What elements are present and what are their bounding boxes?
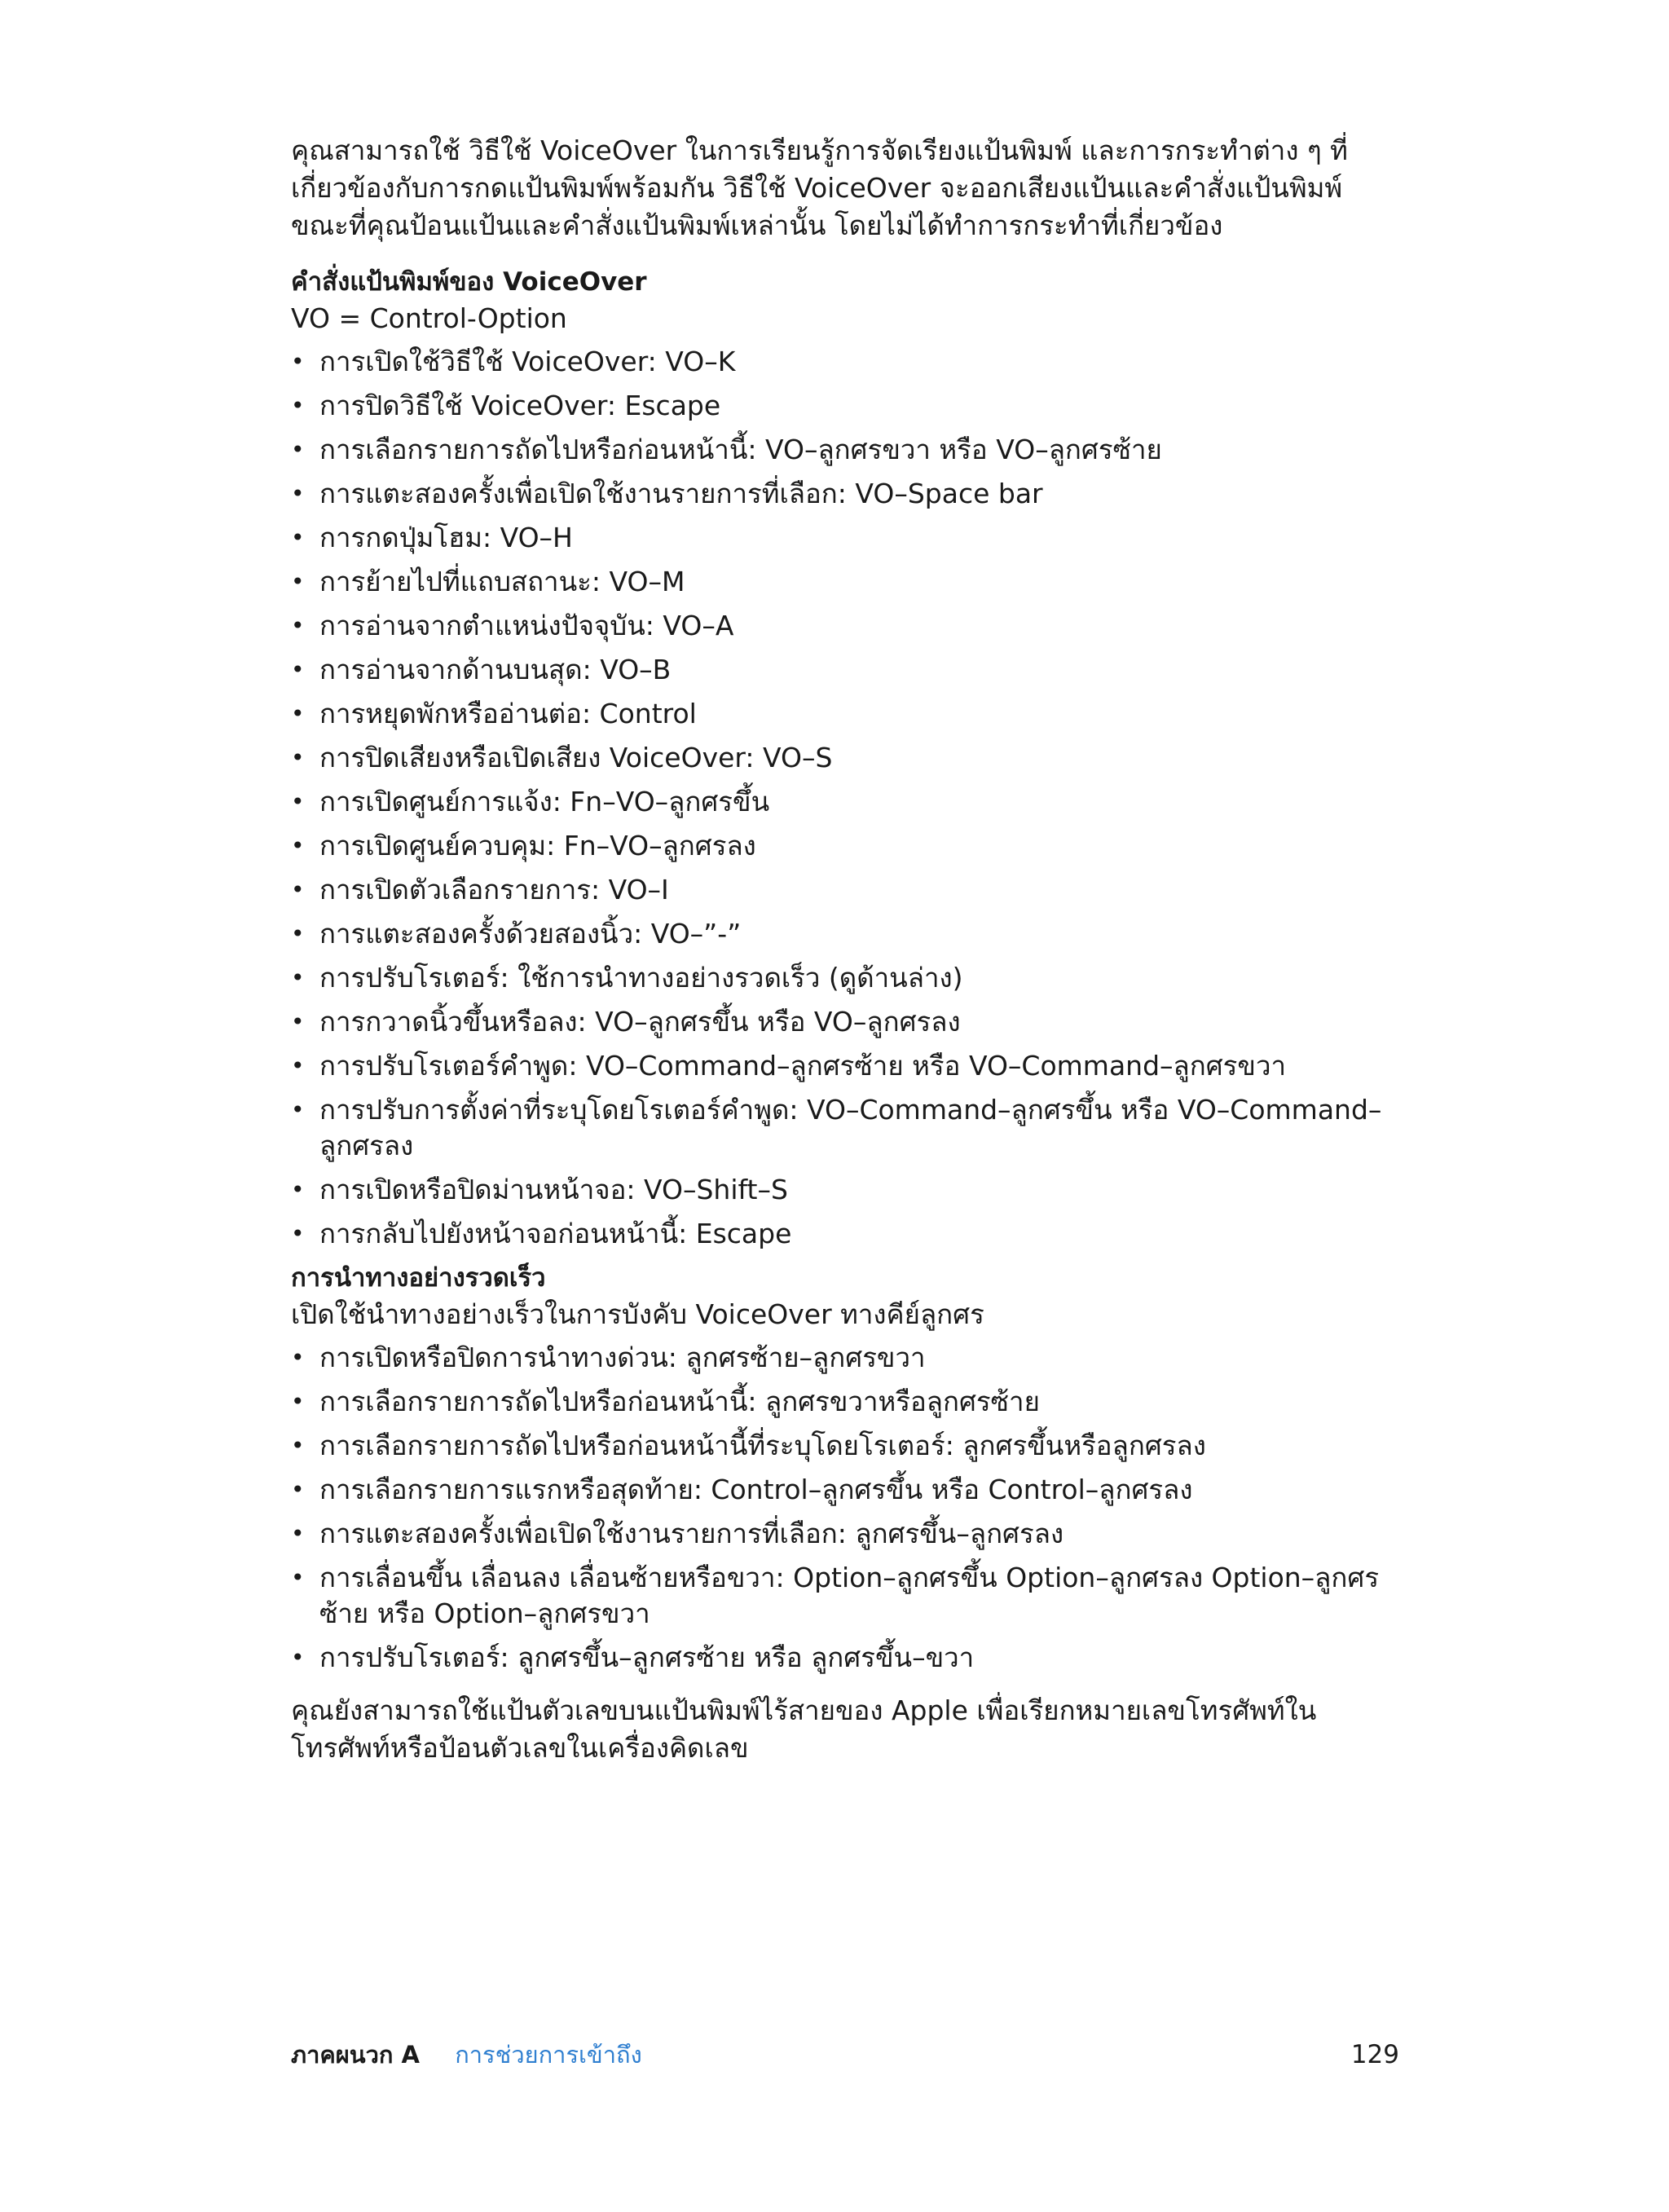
bullet-icon: •: [291, 832, 305, 859]
list-item: [291, 872, 1399, 908]
list-item-text: การปิดวิธีใช้ VoiceOver: Escape: [319, 390, 721, 421]
list-item: [291, 916, 1399, 952]
quick-nav-command-list: [291, 1340, 1399, 1676]
list-item: [291, 1560, 1399, 1632]
list-item-text: การปรับโรเตอร์: ลูกศรขึ้น–ลูกศรซ้าย หรือ ลูกศรขึ้น–ขวา: [319, 1641, 975, 1673]
list-item: [291, 1516, 1399, 1552]
list-item: [291, 1384, 1399, 1420]
bullet-icon: •: [291, 392, 305, 419]
bullet-icon: •: [291, 700, 305, 727]
footer-chapter-link[interactable]: การช่วยการเข้าถึง: [455, 2041, 642, 2069]
bullet-icon: •: [291, 524, 305, 551]
list-item-text: การเลือกรายการถัดไปหรือก่อนหน้านี้: VO–ลูกศรขวา หรือ VO–ลูกศรซ้าย: [319, 434, 1162, 465]
bullet-icon: •: [291, 480, 305, 507]
list-item-text: การเปิดศูนย์ควบคุม: Fn–VO–ลูกศรลง: [319, 830, 756, 861]
list-item-text: การเปิดตัวเลือกรายการ: VO–I: [319, 874, 669, 906]
list-item-text: การเลื่อนขึ้น เลื่อนลง เลื่อนซ้ายหรือขวา: Option–ลูกศรขึ้น Option–ลูกศรลง Option–ลูกศรซ้าย หรือ Option–ลูกศรขวา: [319, 1562, 1380, 1629]
bullet-icon: •: [291, 1344, 305, 1371]
list-item-text: การปรับการตั้งค่าที่ระบุโดยโรเตอร์คำพูด: VO–Command–ลูกศรขึ้น หรือ VO–Command–ลูกศรลง: [319, 1094, 1382, 1161]
list-item-text: การกลับไปยังหน้าจอก่อนหน้านี้: Escape: [319, 1218, 792, 1249]
list-item-text: การแตะสองครั้งด้วยสองนิ้ว: VO–”-”: [319, 918, 742, 950]
document-body: [291, 132, 1399, 1767]
section-heading-quick-nav: การนำทางอย่างรวดเร็ว: [291, 1263, 546, 1293]
list-item-text: การกวาดนิ้วขึ้นหรือลง: VO–ลูกศรขึ้น หรือ VO–ลูกศรลง: [319, 1006, 961, 1038]
bullet-icon: •: [291, 436, 305, 463]
list-item: [291, 1340, 1399, 1376]
list-item-text: การหยุดพักหรืออ่านต่อ: Control: [319, 698, 697, 729]
list-item: [291, 608, 1399, 644]
list-item-text: การเปิดใช้วิธีใช้ VoiceOver: VO–K: [319, 346, 736, 377]
list-item: [291, 432, 1399, 468]
bullet-icon: •: [291, 1564, 305, 1591]
list-item: [291, 740, 1399, 776]
bullet-icon: •: [291, 612, 305, 639]
list-item: [291, 1472, 1399, 1508]
list-item-text: การแตะสองครั้งเพื่อเปิดใช้งานรายการที่เลือก: ลูกศรขึ้น–ลูกศรลง: [319, 1518, 1064, 1549]
list-item: [291, 1428, 1399, 1464]
list-item: [291, 476, 1399, 512]
bullet-icon: •: [291, 1220, 305, 1247]
list-item-text: การเปิดศูนย์การแจ้ง: Fn–VO–ลูกศรขึ้น: [319, 786, 770, 817]
intro-paragraph: คุณสามารถใช้ วิธีใช้ VoiceOver ในการเรียนรู้การจัดเรียงแป้นพิมพ์ และการกระทำต่าง ๆ ที่เกี่ยวข้องกับการกดแป้นพิมพ์พร้อมกัน วิธีใช้ VoiceOver จะออกเสียงแป้นและคำสั่งแป้นพิมพ์ขณะที่คุณป้อนแป้นและคำสั่งแป้นพิมพ์เหล่านั้น โดยไม่ได้ทำการกระทำที่เกี่ยวข้อง: [291, 134, 1348, 241]
bullet-icon: •: [291, 1520, 305, 1547]
bullet-icon: •: [291, 788, 305, 815]
bullet-icon: •: [291, 1432, 305, 1459]
list-item-text: การเลือกรายการแรกหรือสุดท้าย: Control–ลูกศรขึ้น หรือ Control–ลูกศรลง: [319, 1474, 1193, 1505]
bullet-icon: •: [291, 920, 305, 947]
list-item: [291, 1004, 1399, 1040]
bullet-icon: •: [291, 656, 305, 683]
list-item-text: การเปิดหรือปิดการนำทางด่วน: ลูกศรซ้าย–ลูกศรขวา: [319, 1342, 926, 1373]
bullet-icon: •: [291, 964, 305, 991]
list-item: [291, 388, 1399, 424]
list-item-text: การเลือกรายการถัดไปหรือก่อนหน้านี้: ลูกศรขวาหรือลูกศรซ้าย: [319, 1386, 1040, 1417]
bullet-icon: •: [291, 1096, 305, 1123]
quick-nav-description: เปิดใช้นำทางอย่างเร็วในการบังคับ VoiceOver ทางคีย์ลูกศร: [291, 1298, 984, 1330]
list-item: [291, 520, 1399, 556]
list-item-text: การอ่านจากตำแหน่งปัจจุบัน: VO–A: [319, 610, 734, 641]
list-item-text: การกดปุ่มโฮม: VO–H: [319, 522, 573, 553]
list-item: [291, 1216, 1399, 1252]
list-item: [291, 1172, 1399, 1208]
bullet-icon: •: [291, 1476, 305, 1503]
bullet-icon: •: [291, 348, 305, 375]
vo-definition: VO = Control-Option: [291, 302, 567, 334]
list-item-text: การเปิดหรือปิดม่านหน้าจอ: VO–Shift–S: [319, 1174, 788, 1205]
bullet-icon: •: [291, 1644, 305, 1671]
voiceover-command-list: [291, 344, 1399, 1252]
bullet-icon: •: [291, 568, 305, 595]
list-item: [291, 696, 1399, 732]
bullet-icon: •: [291, 1176, 305, 1203]
list-item-text: การย้ายไปที่แถบสถานะ: VO–M: [319, 566, 685, 597]
bullet-icon: •: [291, 876, 305, 903]
list-item: [291, 1048, 1399, 1084]
list-item-text: การเลือกรายการถัดไปหรือก่อนหน้านี้ที่ระบุโดยโรเตอร์: ลูกศรขึ้นหรือลูกศรลง: [319, 1430, 1206, 1461]
bullet-icon: •: [291, 1388, 305, 1415]
list-item-text: การปิดเสียงหรือเปิดเสียง VoiceOver: VO–S: [319, 742, 833, 773]
section-heading-voiceover-commands: คำสั่งแป้นพิมพ์ของ VoiceOver: [291, 267, 647, 297]
closing-paragraph: คุณยังสามารถใช้แป้นตัวเลขบนแป้นพิมพ์ไร้สายของ Apple เพื่อเรียกหมายเลขโทรศัพท์ใน โทรศัพท์หรือป้อนตัวเลขในเครื่องคิดเลข: [291, 1694, 1317, 1764]
list-item-text: การอ่านจากด้านบนสุด: VO–B: [319, 654, 672, 685]
bullet-icon: •: [291, 1052, 305, 1079]
footer-part-label: ภาคผนวก A: [291, 2041, 420, 2069]
list-item: [291, 784, 1399, 820]
list-item: [291, 960, 1399, 996]
list-item-text: การแตะสองครั้งเพื่อเปิดใช้งานรายการที่เลือก: VO–Space bar: [319, 478, 1043, 509]
list-item: [291, 1092, 1399, 1164]
list-item: [291, 652, 1399, 688]
list-item: [291, 828, 1399, 864]
list-item: [291, 344, 1399, 380]
bullet-icon: •: [291, 1008, 305, 1035]
list-item-text: การปรับโรเตอร์คำพูด: VO–Command–ลูกศรซ้าย หรือ VO–Command–ลูกศรขวา: [319, 1050, 1287, 1082]
page-footer: [291, 2036, 1399, 2073]
list-item-text: การปรับโรเตอร์: ใช้การนำทางอย่างรวดเร็ว (ดูด้านล่าง): [319, 962, 963, 994]
page-number: 129: [1350, 2040, 1399, 2069]
list-item: [291, 564, 1399, 600]
bullet-icon: •: [291, 744, 305, 771]
list-item: [291, 1640, 1399, 1676]
